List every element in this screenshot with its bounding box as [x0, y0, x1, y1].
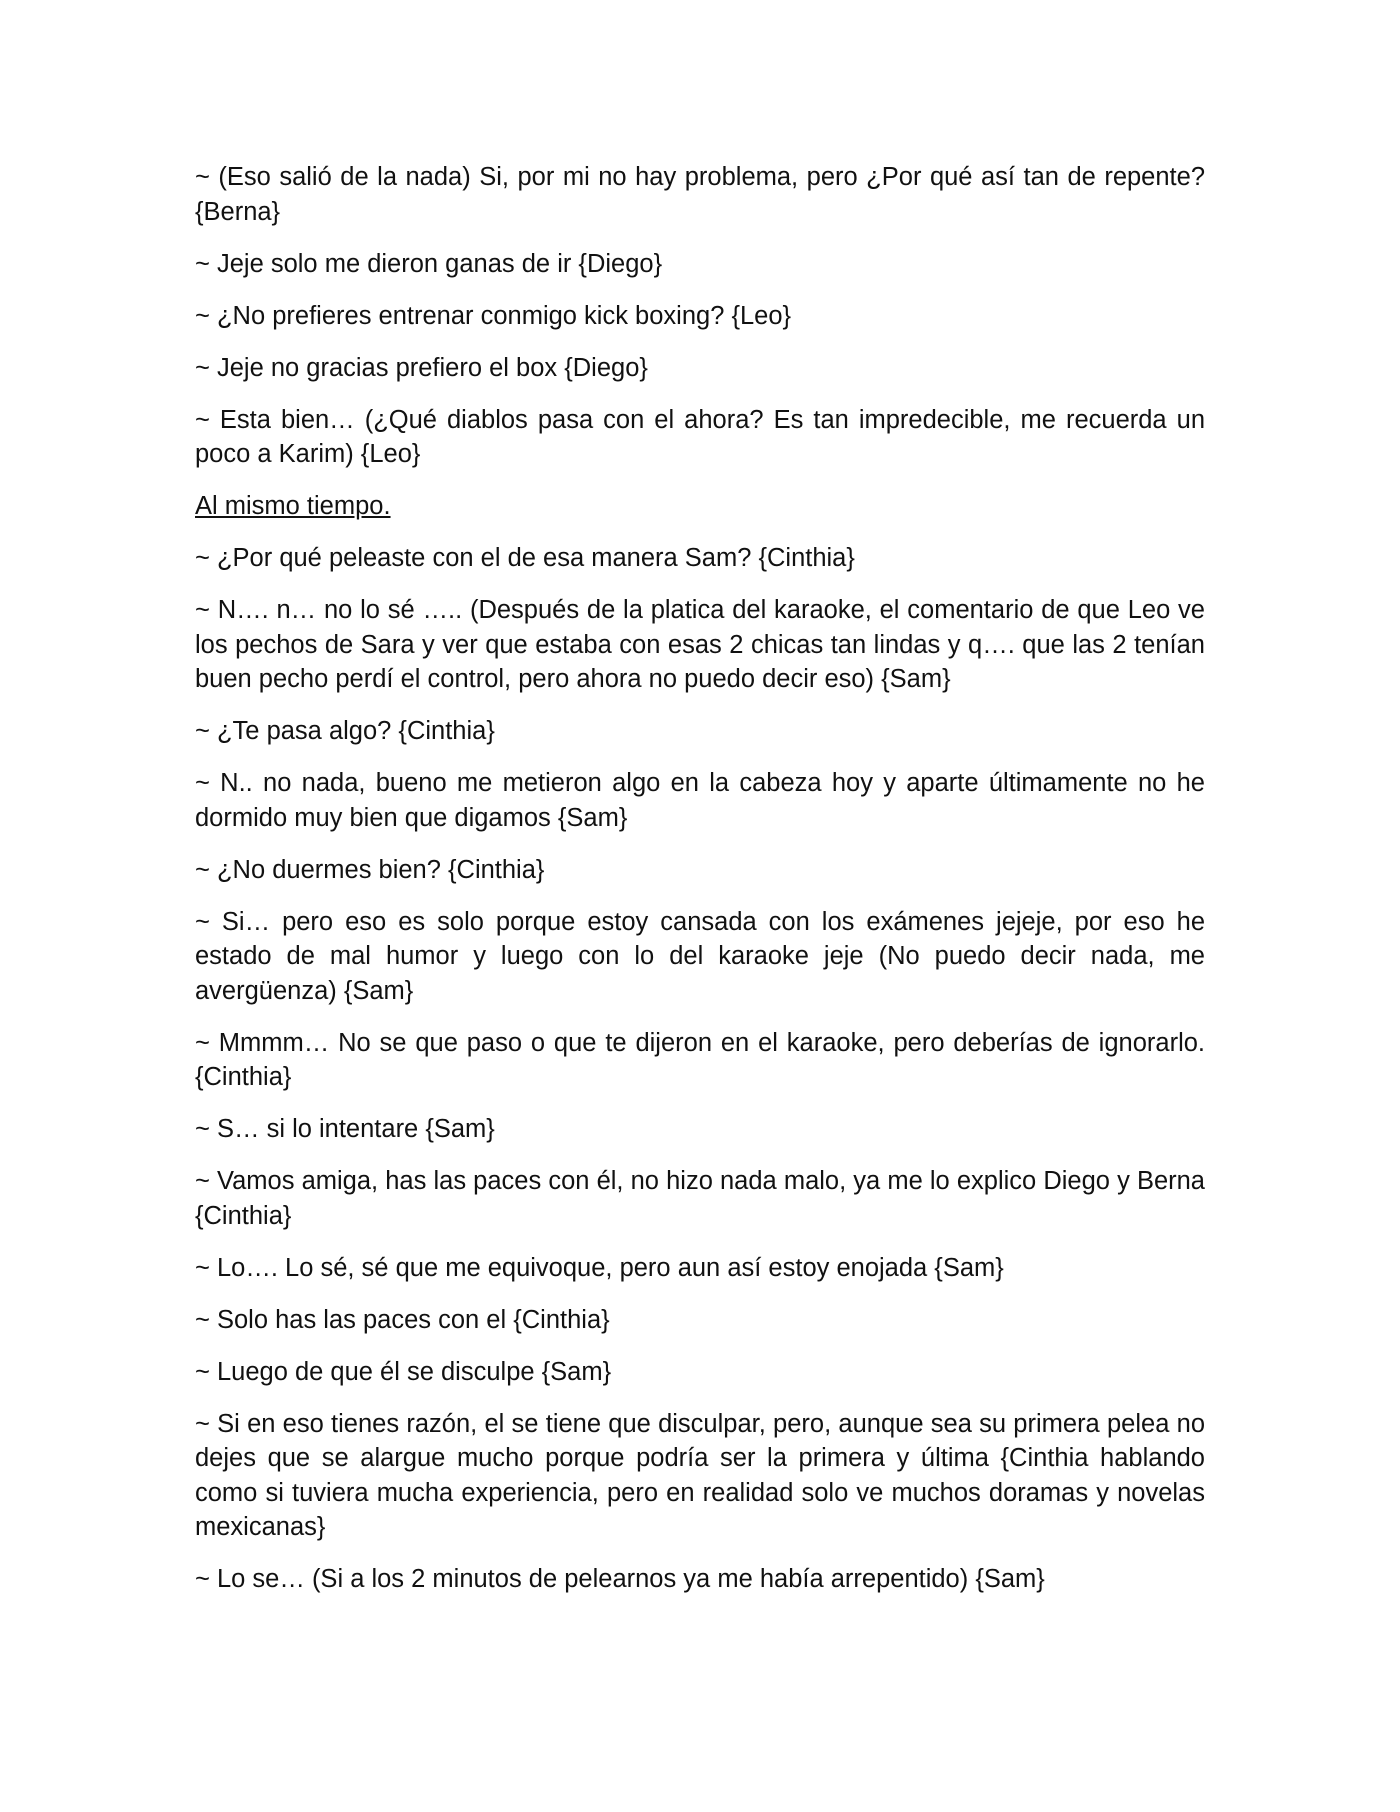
- dialogue-line: ~ Esta bien… (¿Qué diablos pasa con el ahora? Es tan impredecible, me recuerda un poco a Karim) {Leo}: [195, 405, 1205, 468]
- section-heading: Al mismo tiempo.: [195, 492, 391, 520]
- dialogue-line: ~ ¿No duermes bien? {Cinthia}: [195, 855, 545, 884]
- dialogue-line: ~ N…. n… no lo sé ….. (Después de la platica del karaoke, el comentario de que Leo ve los pechos de Sara y ver que estaba con esas 2 chicas tan lindas y q…. que las 2 tenían buen pecho perdí el control, pero ahora no puedo decir eso) {Sam}: [195, 596, 1205, 693]
- document-page: [195, 160, 1205, 1614]
- dialogue-line: ~ Jeje solo me dieron ganas de ir {Diego}: [195, 249, 663, 278]
- dialogue-line: ~ ¿Por qué peleaste con el de esa manera Sam? {Cinthia}: [195, 544, 855, 572]
- dialogue-line: ~ (Eso salió de la nada) Si, por mi no hay problema, pero ¿Por qué así tan de repente? {Berna}: [195, 163, 1205, 226]
- dialogue-line: ~ Si en eso tienes razón, el se tiene que disculpar, pero, aunque sea su primera pelea no dejes que se alargue mucho porque podría ser la primera y última {Cinthia hablando como si tuviera mucha experiencia, pero en realidad solo ve muchos doramas y novelas mexicanas}: [195, 1409, 1205, 1541]
- dialogue-line: ~ ¿No prefieres entrenar conmigo kick boxing? {Leo}: [195, 301, 792, 330]
- dialogue-line: ~ Solo has las paces con el {Cinthia}: [195, 1305, 610, 1334]
- dialogue-line: ~ ¿Te pasa algo? {Cinthia}: [195, 717, 495, 745]
- dialogue-line: ~ Jeje no gracias prefiero el box {Diego}: [195, 353, 648, 382]
- dialogue-line: ~ Si… pero eso es solo porque estoy cansada con los exámenes jejeje, por eso he estado de mal humor y luego con lo del karaoke jeje (No puedo decir nada, me avergüenza) {Sam}: [195, 907, 1205, 1005]
- dialogue-line: ~ Luego de que él se disculpe {Sam}: [195, 1357, 612, 1386]
- dialogue-line: ~ Lo se… (Si a los 2 minutos de pelearnos ya me había arrepentido) {Sam}: [195, 1565, 1045, 1593]
- dialogue-line: ~ Lo…. Lo sé, sé que me equivoque, pero aun así estoy enojada {Sam}: [195, 1253, 1004, 1282]
- dialogue-line: ~ S… si lo intentare {Sam}: [195, 1115, 495, 1143]
- dialogue-line: ~ Vamos amiga, has las paces con él, no hizo nada malo, ya me lo explico Diego y Berna {Cinthia}: [195, 1167, 1205, 1230]
- dialogue-line: ~ N.. no nada, bueno me metieron algo en la cabeza hoy y aparte últimamente no he dormido muy bien que digamos {Sam}: [195, 769, 1205, 832]
- dialogue-line: ~ Mmmm… No se que paso o que te dijeron en el karaoke, pero deberías de ignorarlo. {Cinthia}: [195, 1028, 1205, 1091]
